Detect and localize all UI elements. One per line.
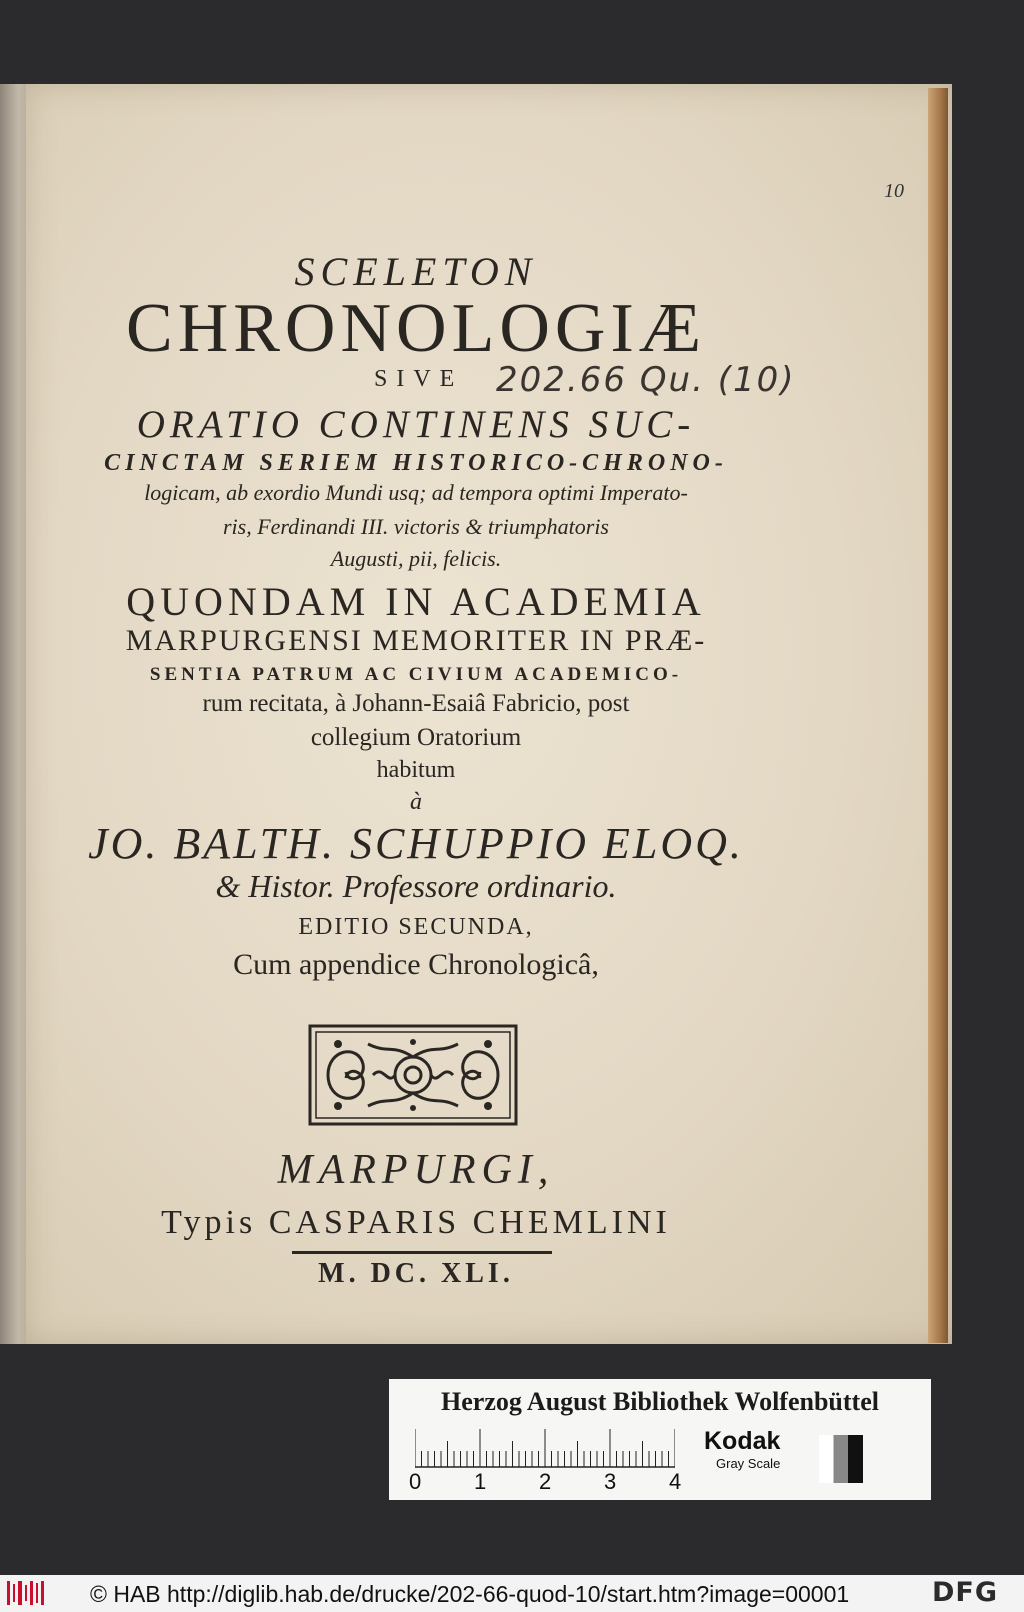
ruler-number-4: 4 (669, 1469, 682, 1494)
imprint-place: MARPURGI, (277, 1147, 555, 1193)
book-fore-edge (928, 88, 948, 1343)
gray-scale-swatch (819, 1435, 863, 1483)
dfg-logo: DFG (932, 1577, 999, 1608)
title-line-13: collegium Oratorium (310, 724, 522, 751)
title-line-7: ris, Ferdinandi III. victoris & triumphatoris (222, 514, 609, 539)
printers-ornament-icon (308, 1024, 518, 1126)
gray-scale-label: Gray Scale (716, 1456, 781, 1471)
scale-ruler-icon (415, 1429, 675, 1469)
imprint-rule (292, 1251, 552, 1254)
hab-barcode-logo-icon (6, 1579, 46, 1607)
ruler-number-0: 0 (409, 1469, 422, 1494)
title-line-15: à (410, 789, 422, 815)
title-line-8: Augusti, pii, felicis. (330, 546, 502, 571)
kodak-brand: Kodak (704, 1427, 781, 1455)
ruler-number-2: 2 (539, 1469, 552, 1494)
title-page (26, 84, 952, 1344)
title-line-4: ORATIO CONTINENS SUC- (136, 403, 696, 446)
title-line-14: habitum (376, 757, 456, 783)
ruler-number-3: 3 (604, 1469, 617, 1494)
title-line-1: SCELETON (294, 249, 538, 294)
title-line-10: MARPURGENSI MEMORITER IN PRÆ- (125, 624, 707, 657)
title-line-9: QUONDAM IN ACADEMIA (126, 579, 706, 624)
library-name: Herzog August Bibliothek Wolfenbüttel (441, 1387, 879, 1416)
appendix-line: Cum appendice Chronologicâ, (233, 948, 599, 981)
copyright-url[interactable]: © HAB http://diglib.hab.de/drucke/202-66-quod-10/start.htm?image=00001 (90, 1581, 850, 1607)
imprint-printer: Typis CASPARIS CHEMLINI (161, 1204, 671, 1241)
edition-line: EDITIO SECUNDA, (298, 914, 534, 940)
imprint-date: M. DC. XLI. (318, 1258, 514, 1289)
folio-number: 10 (884, 180, 904, 202)
handwritten-shelfmark: 202.66 Qu. (10) (496, 360, 796, 400)
title-line-11: SENTIA PATRUM AC CIVIUM ACADEMICO- (149, 664, 683, 685)
footer-bar (0, 1575, 1024, 1612)
title-line-2: CHRONOLOGIÆ (126, 290, 706, 367)
author-line: JO. BALTH. SCHUPPIO ELOQ. (88, 819, 744, 868)
color-target-label (389, 1379, 931, 1500)
title-line-12: rum recitata, à Johann-Esaiâ Fabricio, post (202, 690, 630, 717)
title-line-6: logicam, ab exordio Mundi usq; ad tempora optimi Imperato- (144, 480, 688, 505)
author-title-line: & Histor. Professore ordinario. (215, 868, 617, 904)
title-line-5: CINCTAM SERIEM HISTORICO-CHRONO- (104, 450, 728, 476)
title-line-3: SIVE (374, 366, 464, 392)
ruler-number-1: 1 (474, 1469, 487, 1494)
